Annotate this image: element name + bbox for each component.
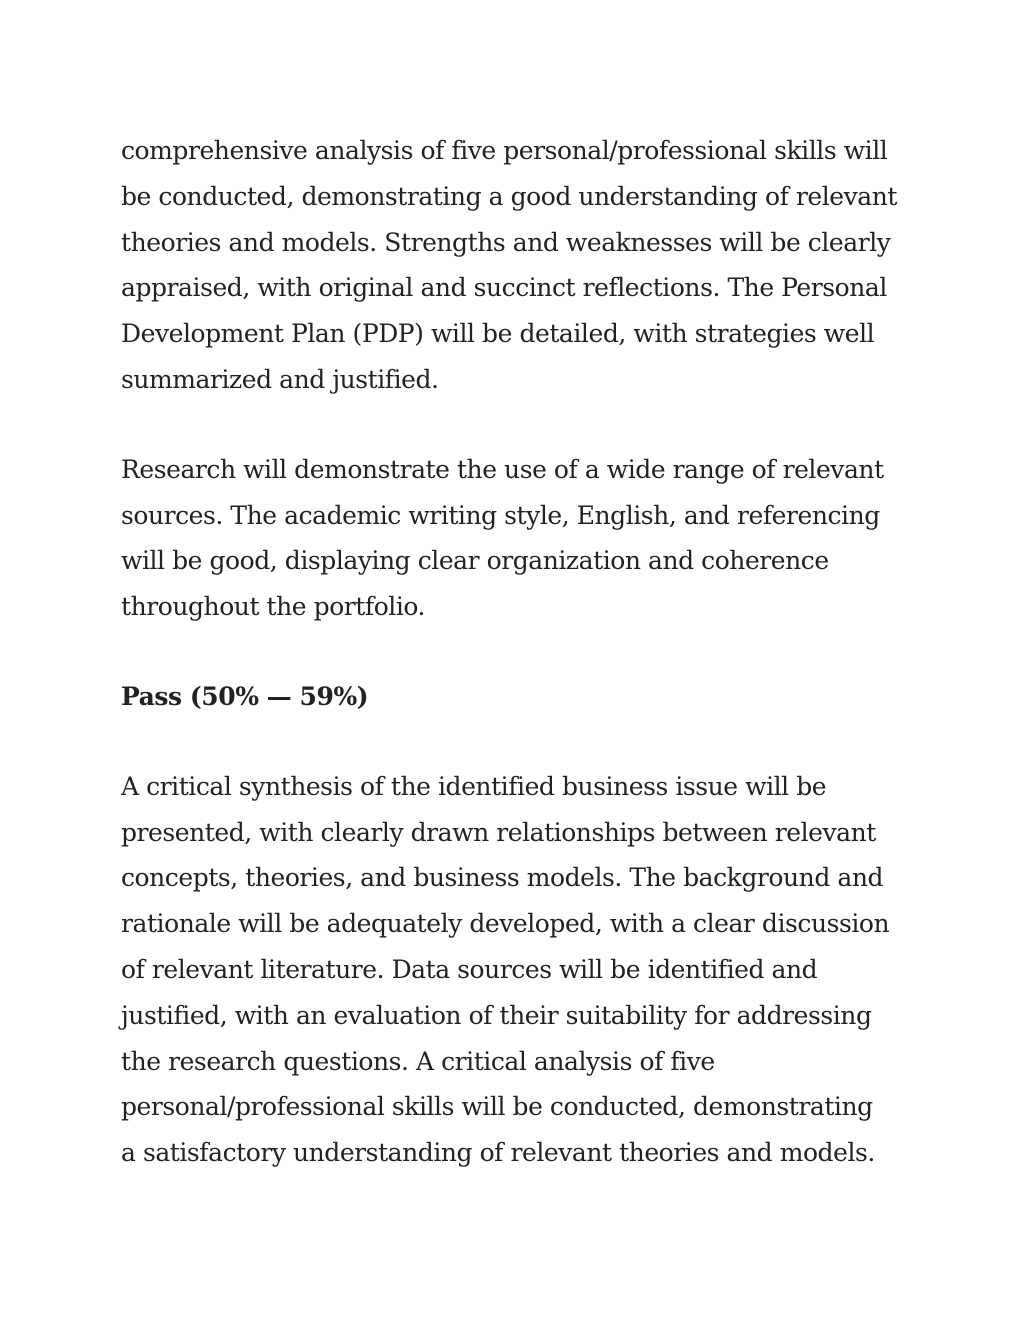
- text-line: presented, with clearly drawn relationships between relevant: [121, 817, 876, 847]
- section-heading-pass: Pass (50% — 59%): [121, 681, 369, 711]
- text-line: rationale will be adequately developed, with a clear discussion: [121, 909, 890, 939]
- paragraph-distinction-continued: [121, 128, 911, 403]
- text-line: summarized and justified.: [121, 364, 439, 394]
- text-line: theories and models. Strengths and weaknesses will be clearly: [121, 227, 891, 257]
- document-page: [121, 128, 911, 1220]
- text-line: A critical synthesis of the identified business issue will be: [121, 771, 827, 801]
- text-line: will be good, displaying clear organization and coherence: [121, 546, 829, 576]
- text-line: the research questions. A critical analysis of five: [121, 1046, 715, 1076]
- text-line: concepts, theories, and business models. The background and: [121, 863, 884, 893]
- text-line: Research will demonstrate the use of a wide range of relevant: [121, 454, 884, 484]
- text-line: Development Plan (PDP) will be detailed, with strategies well: [121, 319, 875, 349]
- text-line: comprehensive analysis of five personal/professional skills will: [121, 136, 888, 165]
- text-line: sources. The academic writing style, English, and referencing: [121, 500, 880, 530]
- text-line: justified, with an evaluation of their suitability for addressing: [121, 1000, 872, 1030]
- text-line: throughout the portfolio.: [121, 592, 426, 622]
- text-line: of relevant literature. Data sources will be identified and: [121, 954, 818, 984]
- paragraph-research: [121, 447, 911, 630]
- text-line: be conducted, demonstrating a good understanding of relevant: [121, 181, 897, 211]
- text-line: personal/professional skills will be conducted, demonstrating: [121, 1092, 873, 1122]
- text-line: a satisfactory understanding of relevant theories and models.: [121, 1138, 875, 1168]
- text-line: appraised, with original and succinct reflections. The Personal: [121, 273, 887, 303]
- paragraph-pass-criteria: [121, 764, 911, 1176]
